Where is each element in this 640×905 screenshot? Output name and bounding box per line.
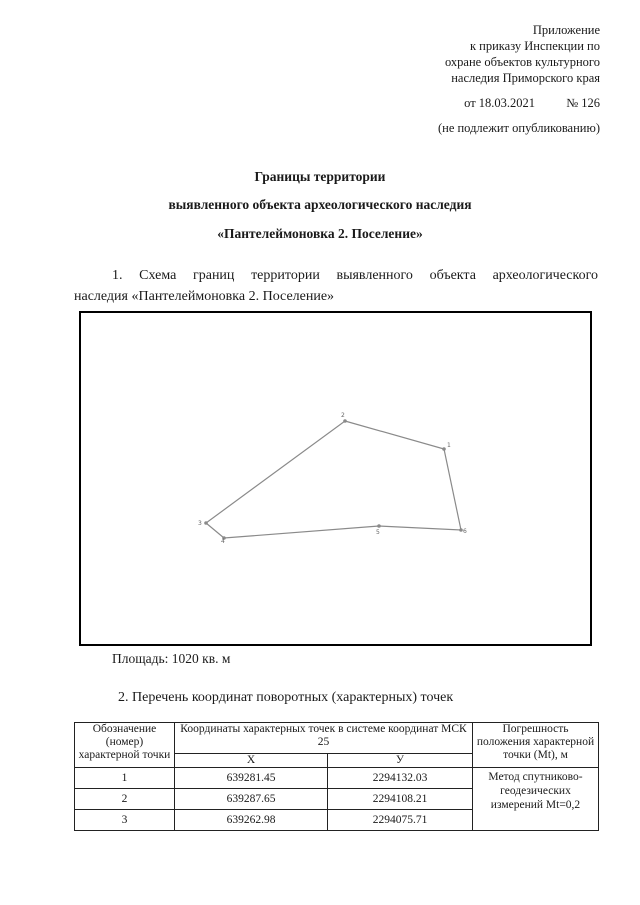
section-1-text-line-1: 1. Схема границ территории выявленного объекта археологического [112, 268, 598, 283]
boundary-polygon [206, 421, 461, 538]
appendix-header [445, 22, 600, 86]
boundary-scheme-drawing [81, 313, 590, 644]
boundary-vertex [442, 447, 446, 451]
boundary-vertex [204, 521, 208, 525]
cell-method: Метод спутниково-геодезических измерений Mt=0,2 [473, 768, 599, 831]
header-designation: Обозначение (номер) характерной точки [75, 723, 175, 768]
order-number: № 126 [566, 96, 600, 110]
boundary-scheme [79, 311, 592, 646]
appendix-line: Приложение [532, 23, 600, 37]
order-reference [464, 96, 600, 111]
document-title-line-2: выявленного объекта археологического наследия [168, 197, 472, 212]
boundary-vertex-label: 2 [341, 412, 345, 419]
boundary-vertex-label: 6 [463, 528, 467, 535]
order-date: от 18.03.2021 [464, 96, 536, 110]
cell-x: 639262.98 [175, 810, 328, 831]
boundary-vertex-label: 5 [376, 529, 380, 536]
coordinates-table [74, 722, 599, 831]
boundary-vertex [343, 419, 347, 423]
document-title-line-3: «Пантелеймоновка 2. Поселение» [217, 226, 423, 241]
cell-y: 2294108.21 [328, 789, 473, 810]
appendix-line: к приказу Инспекции по [469, 39, 600, 53]
document-title-line-1: Границы территории [254, 169, 386, 184]
header-error: Погрешность положения характерной точки (Mt), м [473, 723, 599, 768]
header-x: X [175, 754, 328, 768]
cell-y: 2294132.03 [328, 768, 473, 789]
cell-point: 3 [75, 810, 175, 831]
cell-point: 2 [75, 789, 175, 810]
area-label: Площадь: 1020 кв. м [112, 651, 231, 666]
section-1-text-line-2: наследия «Пантелеймоновка 2. Поселение» [74, 289, 335, 304]
cell-x: 639281.45 [175, 768, 328, 789]
cell-point: 1 [75, 768, 175, 789]
header-coordinates: Координаты характерных точек в системе координат МСК 25 [175, 723, 473, 754]
cell-x: 639287.65 [175, 789, 328, 810]
header-y: У [328, 754, 473, 768]
boundary-vertex-label: 1 [447, 442, 451, 449]
table-row [75, 768, 599, 789]
not-for-publication-note: (не подлежит опубликованию) [437, 121, 600, 135]
boundary-vertex-label: 3 [198, 520, 202, 527]
section-2-heading: 2. Перечень координат поворотных (характерных) точек [118, 690, 454, 705]
boundary-vertex-label: 4 [221, 538, 225, 545]
section-1-heading [74, 265, 598, 307]
boundary-vertex [377, 524, 381, 528]
cell-y: 2294075.71 [328, 810, 473, 831]
appendix-line: наследия Приморского края [451, 71, 600, 85]
appendix-line: охране объектов культурного [444, 55, 600, 69]
